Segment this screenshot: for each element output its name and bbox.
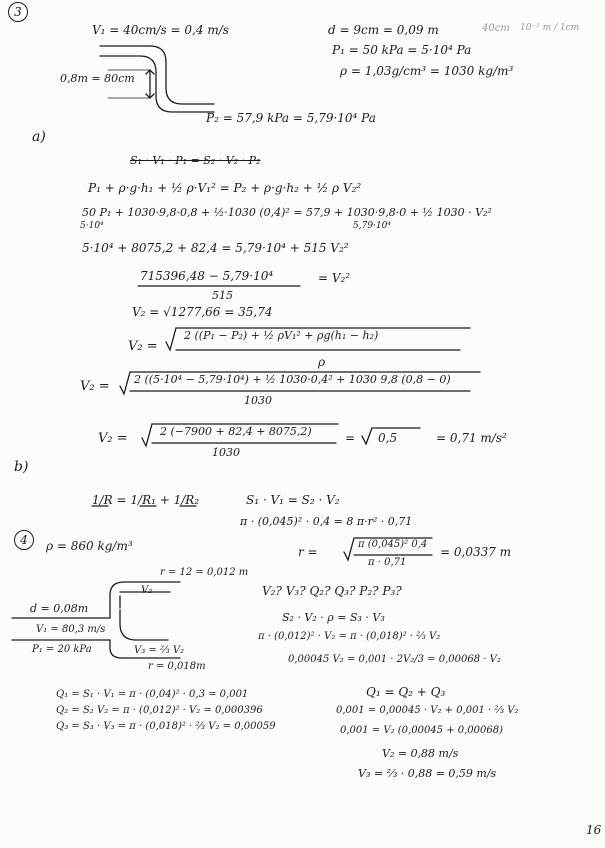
p2-given: P₂ = 57,9 kPa = 5,79·10⁴ Pa — [206, 111, 376, 125]
substitution-6-lhs: V₂ = — [98, 431, 128, 446]
substitution-4: V₂ = √1277,66 = 35,74 — [132, 305, 273, 319]
p4-v1: V₁ = 80,3 m/s — [36, 624, 106, 635]
part-a-label: a) — [32, 129, 46, 145]
substitution-6-value: 0,5 — [378, 431, 398, 445]
p4-sum3: 0,001 = V₂ (0,00045 + 0,00068) — [340, 725, 504, 736]
p4-q3: Q₃ = S₃ · V₃ = π · (0,018)² · ⅔ V₂ = 0,00059 — [56, 721, 276, 732]
conversion-fraction: 10⁻² m / 1cm — [520, 23, 580, 33]
p4-v3-result: V₃ = ⅔ · 0,88 = 0,59 m/s — [358, 767, 497, 780]
p4-d: d = 0,08m — [30, 602, 89, 615]
height-given: 0,8m = 80cm — [60, 72, 135, 85]
radius-numerator: π (0,045)² 0,4 — [358, 539, 428, 550]
p4-r-top: r = 12 = 0,012 m — [160, 567, 249, 578]
p4-r-bottom: r = 0,018m — [148, 661, 206, 672]
bernoulli-equation: P₁ + ρ·g·h₁ + ½ ρ·V₁² = P₂ + ρ·g·h₂ + ½ ρ V₂² — [88, 181, 362, 195]
p4-q2: Q₂ = S₂ V₂ = π · (0,012)² · V₂ = 0,000396 — [56, 705, 263, 716]
continuity-equation: S₁ · V₁ = S₂ · V₂ — [246, 493, 340, 507]
p4-eq2: π · (0,012)² · V₂ = π · (0,018)² · ⅔ V₂ — [258, 631, 441, 642]
substitution-5-numerator: 2 ((5·10⁴ − 5,79·10⁴) + ½ 1030·0,4² + 1030 9,8 (0,8 − 0) — [134, 373, 451, 386]
part-b-fraction: 1/R = 1/R₁ + 1/R₂ — [92, 493, 200, 507]
p4-v2: V₂ — [141, 585, 153, 596]
p4-v3: V₃ = ⅔ V₂ — [134, 645, 185, 656]
p4-sum2: 0,001 = 0,00045 · V₂ + 0,001 · ⅔ V₂ — [336, 705, 519, 716]
p4-sum: Q₁ = Q₂ + Q₃ — [366, 685, 446, 699]
rho-given: ρ = 1,03g/cm³ = 1030 kg/m³ — [340, 64, 514, 78]
substitution-1-p2: 5,79·10⁴ — [353, 221, 391, 231]
substitution-6-equals: = — [345, 431, 356, 445]
v1-given: V₁ = 40cm/s = 0,4 m/s — [92, 23, 229, 37]
p1-given: P₁ = 50 kPa = 5·10⁴ Pa — [332, 43, 472, 57]
d-given: d = 9cm = 0,09 m — [328, 23, 439, 37]
struck-equation: S₁ · V₁ · P₁ = S₂ · V₂ · P₂ — [130, 154, 261, 167]
substitution-5-lhs: V₂ = — [80, 379, 110, 394]
substitution-6-denominator: 1030 — [212, 446, 240, 459]
page-number: 16 — [586, 823, 602, 837]
p4-unknowns: V₂? V₃? Q₂? Q₃? P₂? P₃? — [262, 584, 402, 598]
substitution-3-denominator: 515 — [212, 289, 233, 302]
radius-denominator: π · 0,71 — [368, 557, 407, 568]
general-formula-numerator: 2 ((P₁ − P₂) + ½ ρV₁² + ρg(h₁ − h₂) — [184, 329, 379, 342]
substitution-6-numerator: 2 (−7900 + 82,4 + 8075,2) — [160, 425, 312, 438]
substitution-1-p1: 5·10⁴ — [80, 221, 104, 231]
substitution-3-numerator: 715396,48 − 5,79·10⁴ — [140, 269, 274, 283]
general-formula-denominator: ρ — [318, 355, 326, 369]
substitution-1: 50 P₁ + 1030·9,8·0,8 + ½·1030 (0,4)² = 57,9 + 1030·9,8·0 + ½ 1030 · V₂² — [82, 206, 492, 219]
p4-eq1: S₂ · V₂ · ρ = S₃ · V₃ — [282, 611, 385, 624]
continuity-substitution: π · (0,045)² · 0,4 = 8 π·r² · 0,71 — [240, 515, 413, 528]
p4-q1: Q₁ = S₁ · V₁ = π · (0,04)² · 0,3 = 0,001 — [56, 689, 249, 700]
radius-result: = 0,0337 m — [440, 545, 512, 559]
p4-p1: P₁ = 20 kPa — [32, 644, 92, 655]
p4-eq3: 0,00045 V₂ = 0,001 · 2V₂/3 = 0,00068 · V₂ — [288, 654, 501, 665]
conversion-cm: 40cm — [482, 23, 510, 34]
p4-v2-result: V₂ = 0,88 m/s — [382, 747, 459, 760]
p4-rho: ρ = 860 kg/m³ — [46, 539, 133, 553]
part-b-label: b) — [14, 459, 29, 475]
general-formula-lhs: V₂ = — [128, 339, 158, 354]
substitution-3-rhs: = V₂² — [318, 271, 351, 285]
substitution-5-denominator: 1030 — [244, 394, 272, 407]
problem-3-number: 3 — [8, 2, 28, 22]
problem-4-number: 4 — [14, 530, 34, 550]
substitution-2: 5·10⁴ + 8075,2 + 82,4 = 5,79·10⁴ + 515 V₂² — [82, 241, 349, 255]
radius-lhs: r = — [298, 545, 318, 559]
substitution-6-result: = 0,71 m/s² — [436, 431, 507, 445]
